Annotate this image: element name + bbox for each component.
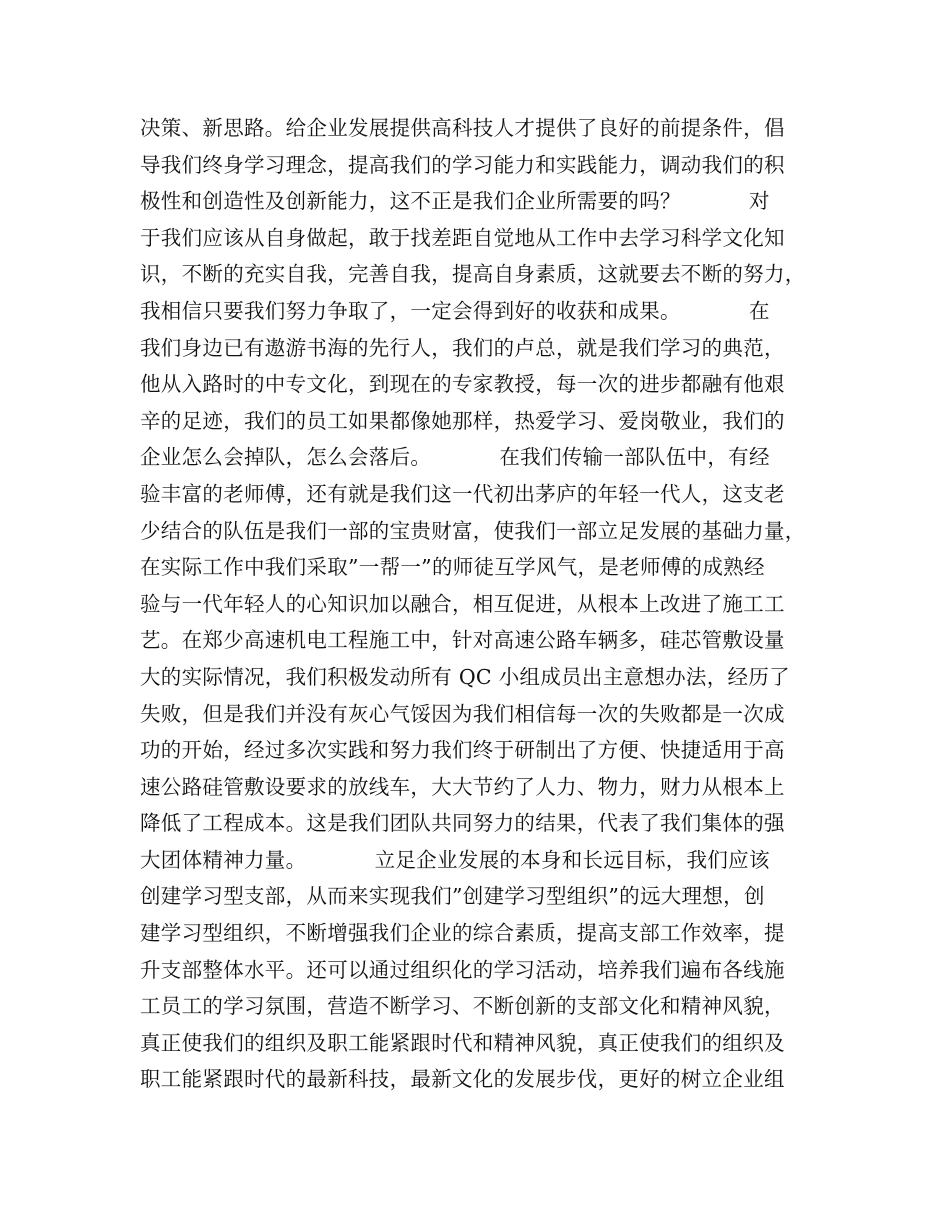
- text-line-4: 于我们应该从自身做起，敢于找差距自觉地从工作中去学习科学文化知: [140, 225, 785, 250]
- text-line-9: 辛的足迹，我们的员工如果都像她那样，热爱学习、爱岗敬业，我们的: [140, 408, 785, 433]
- text-line-10: 企业怎么会掉队，怎么会落后。 在我们传输一部队伍中，有经: [140, 445, 770, 470]
- text-line-24: 升支部整体水平。还可以通过组织化的学习活动，培养我们遍布各线施: [140, 957, 785, 982]
- text-line-22: 创建学习型支部，从而来实现我们”创建学习型组织”的远大理想，创: [140, 884, 765, 909]
- text-line-14: 验与一代年轻人的心知识加以融合，相互促进，从根本上改进了施工工: [140, 591, 785, 616]
- text-line-3: 极性和创造性及创新能力，这不正是我们企业所需要的吗？ 对: [140, 189, 770, 214]
- text-line-11: 验丰富的老师傅，还有就是我们这一代初出茅庐的年轻一代人，这支老: [140, 481, 785, 506]
- text-line-18: 功的开始，经过多次实践和努力我们终于研制出了方便、快捷适用于高: [140, 738, 785, 763]
- text-line-25: 工员工的学习氛围，营造不断学习、不断创新的支部文化和精神风貌，: [140, 994, 785, 1019]
- text-line-27: 职工能紧跟时代的最新科技，最新文化的发展步伐，更好的树立企业组: [140, 1067, 785, 1092]
- body-text: [140, 110, 820, 1098]
- text-line-2: 导我们终身学习理念，提高我们的学习能力和实践能力，调动我们的积: [140, 152, 785, 177]
- text-line-7: 我们身边已有遨游书海的先行人，我们的卢总，就是我们学习的典范，: [140, 335, 785, 360]
- text-line-8: 他从入路时的中专文化，到现在的专家教授，每一次的进步都融有他艰: [140, 372, 785, 397]
- text-line-26: 真正使我们的组织及职工能紧跟时代和精神风貌，真正使我们的组织及: [140, 1030, 785, 1055]
- text-line-13: 在实际工作中我们采取”一帮一”的师徒互学风气，是老师傅的成熟经: [140, 555, 765, 580]
- text-line-15: 艺。在郑少高速机电工程施工中，针对高速公路车辆多，硅芯管敷设量: [140, 628, 785, 653]
- text-line-17: 失败，但是我们并没有灰心气馁因为我们相信每一次的失败都是一次成: [140, 701, 785, 726]
- text-line-21: 大团体精神力量。 立足企业发展的本身和长远目标，我们应该: [140, 847, 770, 872]
- text-line-19: 速公路硅管敷设要求的放线车，大大节约了人力、物力，财力从根本上: [140, 774, 785, 799]
- text-line-6: 我相信只要我们努力争取了，一定会得到好的收获和成果。 在: [140, 298, 770, 323]
- text-line-23: 建学习型组织，不断增强我们企业的综合素质，提高支部工作效率，提: [140, 921, 785, 946]
- text-line-1: 决策、新思路。给企业发展提供高科技人才提供了良好的前提条件，倡: [140, 116, 785, 140]
- text-line-20: 降低了工程成本。这是我们团队共同努力的结果，代表了我们集体的强: [140, 811, 785, 836]
- text-line-16: 大的实际情况，我们积极发动所有 QC 小组成员出主意想办法，经历了: [140, 664, 790, 689]
- text-line-12: 少结合的队伍是我们一部的宝贵财富，使我们一部立足发展的基础力量，: [140, 518, 806, 543]
- text-line-5: 识，不断的充实自我，完善自我，提高自身素质，这就要去不断的努力，: [140, 262, 806, 287]
